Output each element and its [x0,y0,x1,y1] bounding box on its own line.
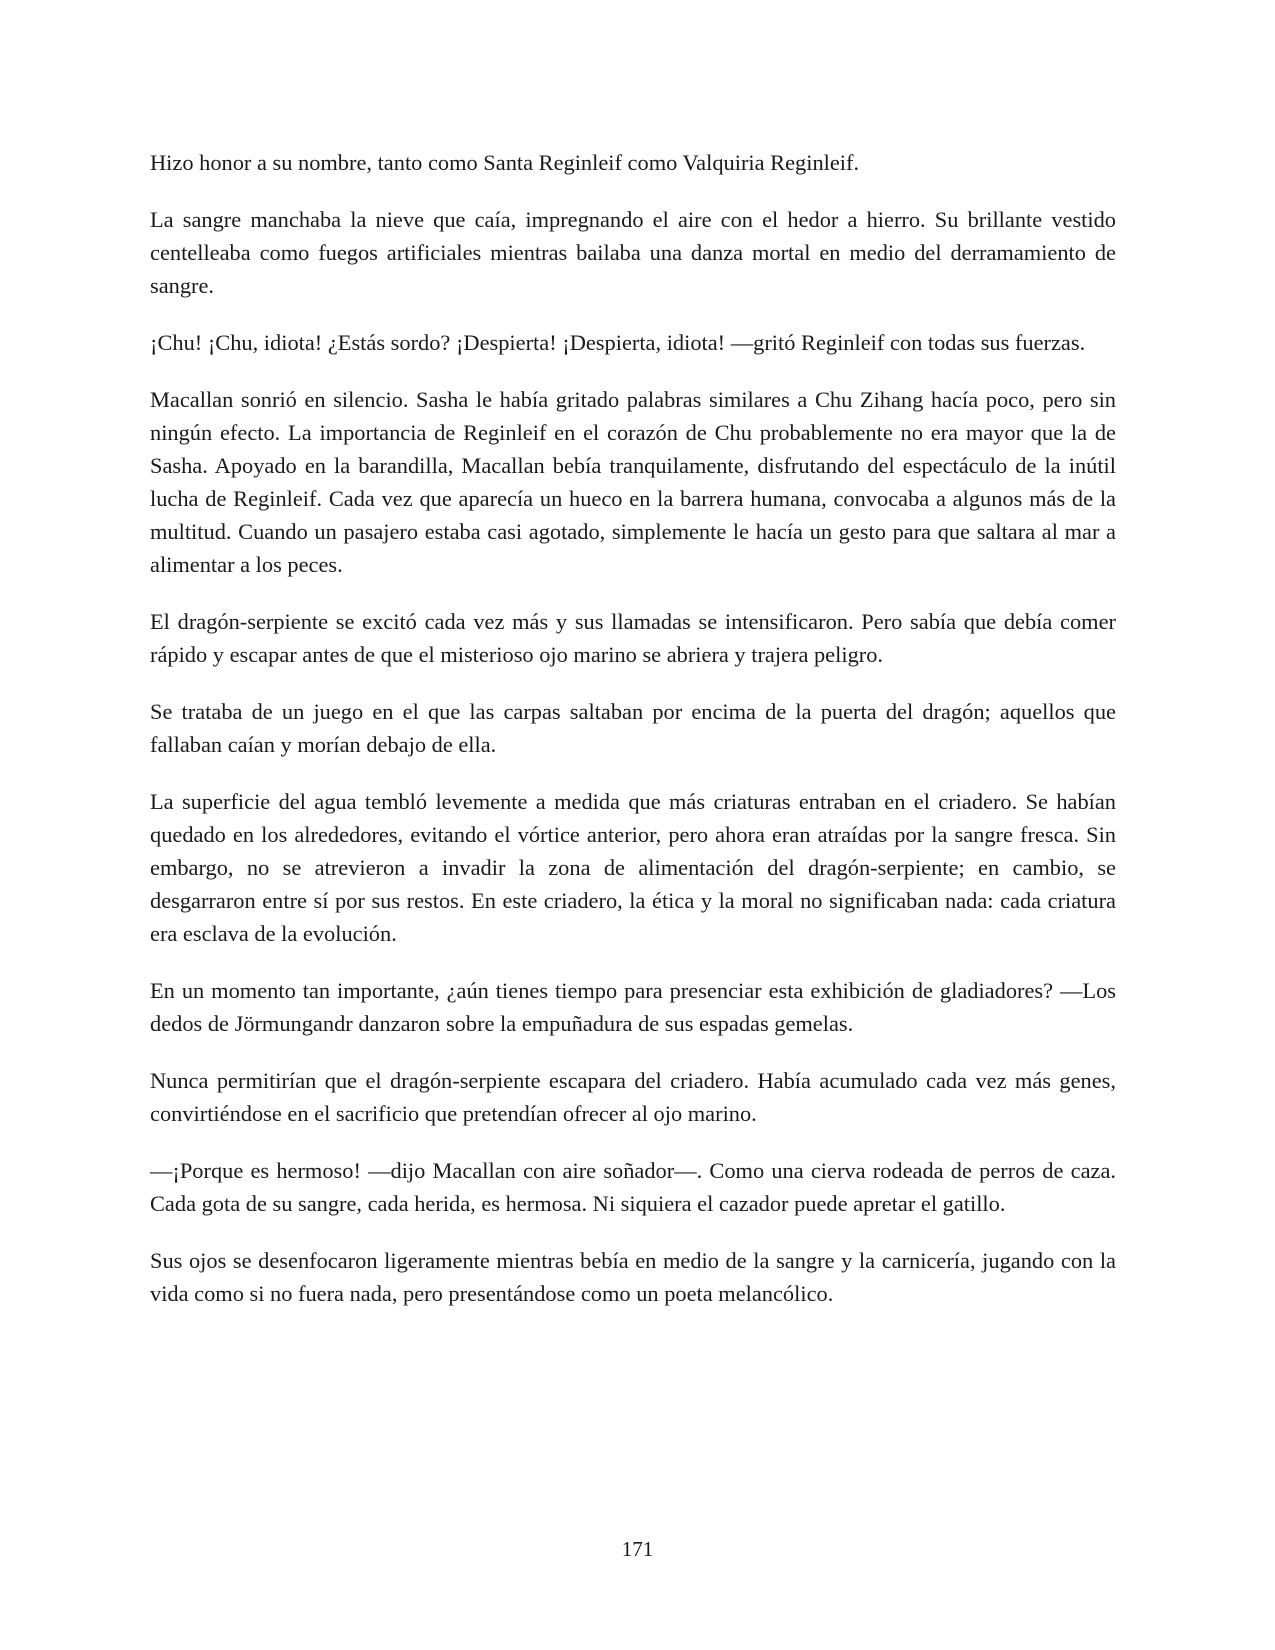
paragraph-8: En un momento tan importante, ¿aún tienes tiempo para presenciar esta exhibición de gladiadores? —Los dedos de Jörmungandr danzaron sobre la empuñadura de sus espadas gemelas. [150,978,1116,1036]
paragraph-7: La superficie del agua tembló levemente a medida que más criaturas entraban en el criadero. Se habían quedado en los alrededores, evitando el vórtice anterior, pero ahora eran atraídas por la sangre fresca. Sin embargo, no se atrevieron a invadir la zona de alimentación del dragón-serpiente; en cambio, se desgarraron entre sí por sus restos. En este criadero, la ética y la moral no significaban nada: cada criatura era esclava de la evolución. [150,789,1116,946]
body-text [150,146,1116,1334]
paragraph-11: Sus ojos se desenfocaron ligeramente mientras bebía en medio de la sangre y la carnicería, jugando con la vida como si no fuera nada, pero presentándose como un poeta melancólico. [150,1248,1116,1306]
paragraph-9: Nunca permitirían que el dragón-serpiente escapara del criadero. Había acumulado cada vez más genes, convirtiéndose en el sacrificio que pretendían ofrecer al ojo marino. [150,1068,1116,1126]
paragraph-2: La sangre manchaba la nieve que caía, impregnando el aire con el hedor a hierro. Su brillante vestido centelleaba como fuegos artificiales mientras bailaba una danza mortal en medio del derramamiento de sangre. [150,207,1116,298]
paragraph-4: Macallan sonrió en silencio. Sasha le había gritado palabras similares a Chu Zihang hacía poco, pero sin ningún efecto. La importancia de Reginleif en el corazón de Chu probablemente no era mayor que la de Sasha. Apoyado en la barandilla, Macallan bebía tranquilamente, disfrutando del espectáculo de la inútil lucha de Reginleif. Cada vez que aparecía un hueco en la barrera humana, convocaba a algunos más de la multitud. Cuando un pasajero estaba casi agotado, simplemente le hacía un gesto para que saltara al mar a alimentar a los peces. [150,387,1116,577]
page-number: 171 [621,1537,654,1561]
paragraph-10: —¡Porque es hermoso! —dijo Macallan con aire soñador—. Como una cierva rodeada de perros de caza. Cada gota de su sangre, cada herida, es hermosa. Ni siquiera el cazador puede apretar el gatillo. [150,1158,1116,1216]
paragraph-5: El dragón-serpiente se excitó cada vez más y sus llamadas se intensificaron. Pero sabía que debía comer rápido y escapar antes de que el misterioso ojo marino se abriera y trajera peligro. [150,609,1116,667]
paragraph-3: ¡Chu! ¡Chu, idiota! ¿Estás sordo? ¡Despierta! ¡Despierta, idiota! —gritó Reginleif con todas sus fuerzas. [150,330,1086,355]
paragraph-6: Se trataba de un juego en el que las carpas saltaban por encima de la puerta del dragón; aquellos que fallaban caían y morían debajo de ella. [150,699,1116,757]
paragraph-1: Hizo honor a su nombre, tanto como Santa Reginleif como Valquiria Reginleif. [150,150,860,175]
